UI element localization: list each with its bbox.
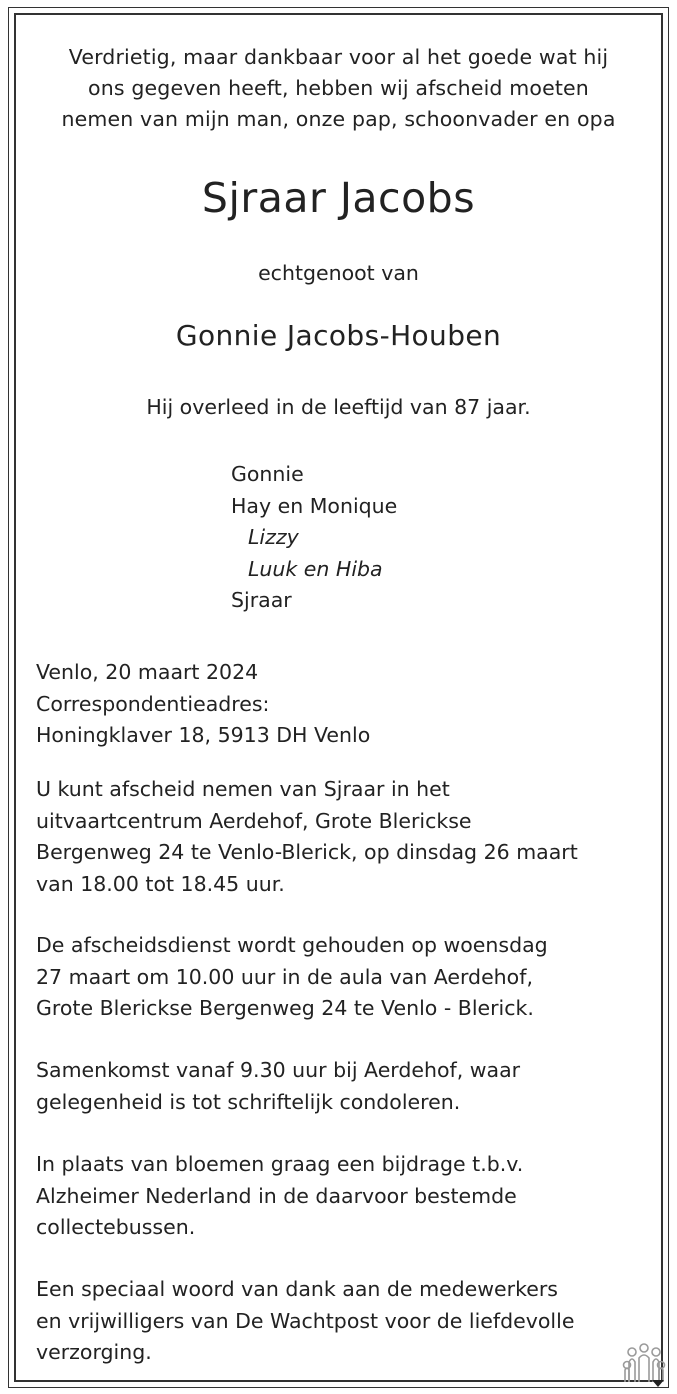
gathering-paragraph: [36, 1055, 656, 1118]
spouse-name: Gonnie Jacobs-Houben: [175, 319, 502, 352]
address-line: Venlo, 20 maart 2024: [36, 660, 259, 684]
people-group-icon: [619, 1342, 669, 1388]
viewing-line: van 18.00 tot 18.45 uur.: [36, 871, 285, 896]
thanks-line: en vrijwilligers van De Wachtpost voor de liefdevolle: [36, 1308, 575, 1333]
intro-line: nemen van mijn man, onze pap, schoonvader en opa: [61, 107, 616, 131]
viewing-line: U kunt afscheid nemen van Sjraar in het: [36, 777, 450, 801]
donation-paragraph: [36, 1149, 656, 1244]
address-line: Honingklaver 18, 5913 DH Venlo: [36, 723, 371, 747]
intro-line: Verdrietig, maar dankbaar voor al het goede wat hij: [68, 45, 609, 69]
grandchild-member: Lizzy: [248, 525, 299, 549]
viewing-line: Bergenweg 24 te Venlo-Blerick, op dinsdag 26 maart: [36, 840, 578, 864]
age-line: Hij overleed in de leeftijd van 87 jaar.: [146, 395, 531, 419]
service-line: Grote Blerickse Bergenweg 24 te Venlo - Blerick.: [36, 996, 534, 1020]
family-member: Gonnie: [231, 462, 304, 486]
grandchild-member: Luuk en Hiba: [248, 556, 383, 581]
service-paragraph: [36, 930, 656, 1025]
spouse-intro: echtgenoot van: [258, 261, 419, 285]
viewing-paragraph: [36, 774, 656, 900]
gathering-line: Samenkomst vanaf 9.30 uur bij Aerdehof, waar: [36, 1058, 521, 1082]
deceased-name: Sjraar Jacobs: [201, 174, 476, 222]
thanks-line: verzorging.: [36, 1340, 152, 1364]
donation-line: In plaats van bloemen graag een bijdrage t.b.v.: [36, 1152, 524, 1176]
donation-line: Alzheimer Nederland in de daarvoor bestemde: [36, 1183, 517, 1208]
family-member: Sjraar: [231, 588, 292, 612]
service-line: 27 maart om 10.00 uur in de aula van Aerdehof,: [36, 964, 533, 989]
thanks-line: Een speciaal woord van dank aan de medewerkers: [36, 1277, 558, 1301]
intro-line: ons gegeven heeft, hebben wij afscheid moeten: [88, 76, 589, 100]
address-block: [36, 657, 656, 752]
service-line: De afscheidsdienst wordt gehouden op woensdag: [36, 933, 548, 957]
viewing-line: uitvaartcentrum Aerdehof, Grote Blerickse: [36, 808, 472, 833]
family-member: Hay en Monique: [231, 493, 398, 518]
address-line: Correspondentieadres:: [36, 691, 270, 716]
donation-line: collectebussen.: [36, 1215, 196, 1239]
intro-text: [14, 42, 663, 135]
family-list: [231, 459, 397, 617]
gathering-line: gelegenheid is tot schriftelijk condoleren.: [36, 1089, 461, 1114]
thanks-paragraph: [36, 1274, 656, 1369]
